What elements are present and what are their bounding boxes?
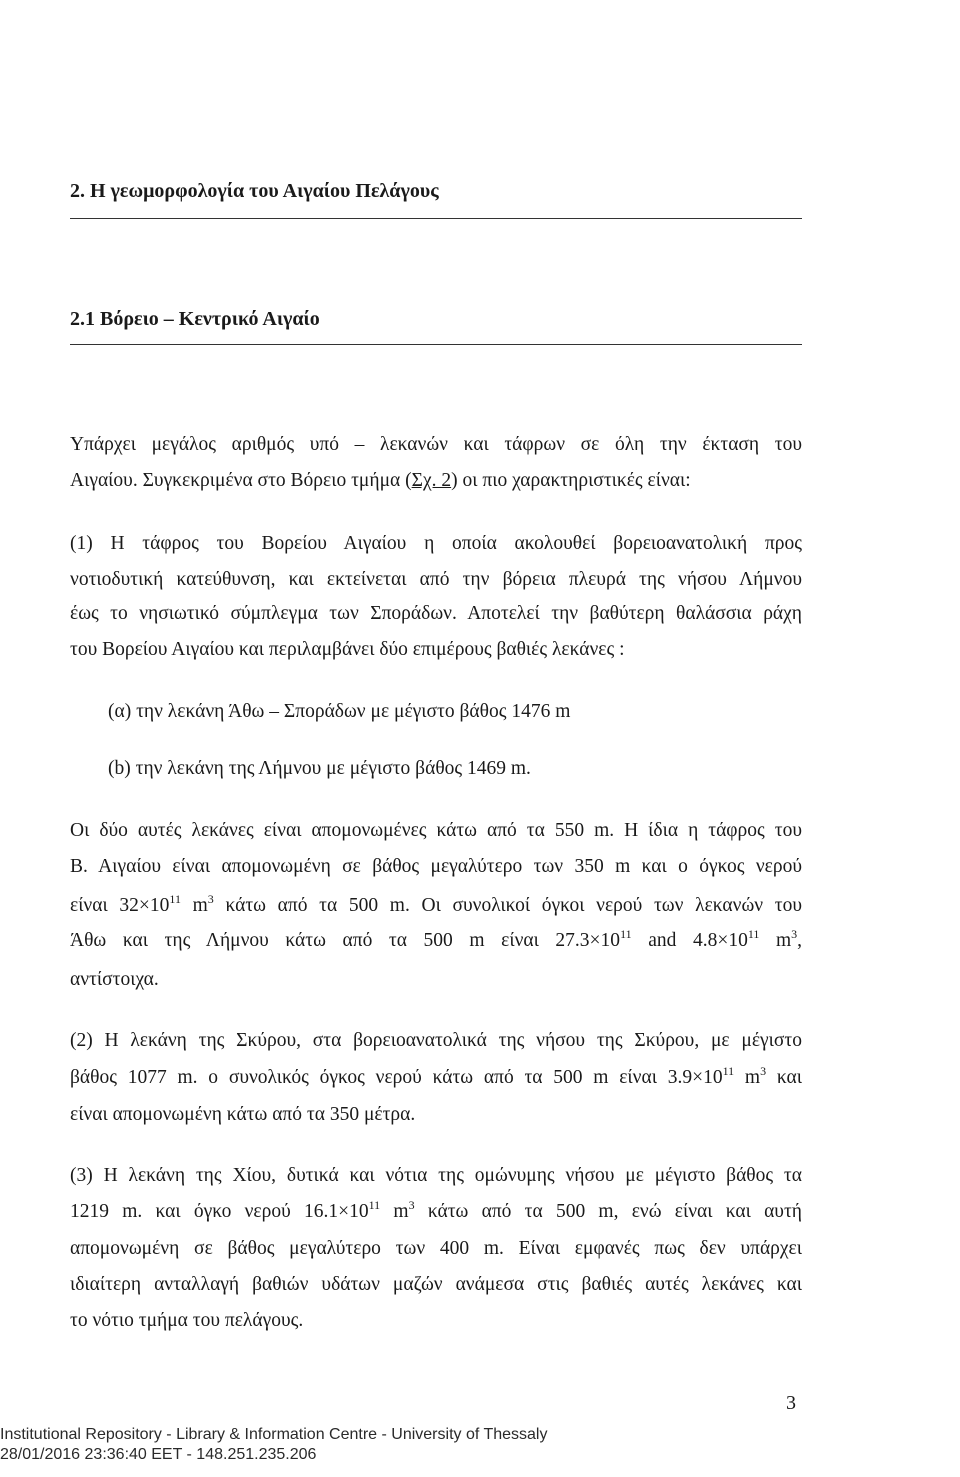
p2-line-3: είναι $32\times 10^{11}$ $m^3$ κάτω από τα 500 m. Οι συνολικοί όγκοι νερού των λεκανών του: [70, 892, 803, 916]
p4-line-2: 1219 m. και όγκο νερού $16.1\times 10^{11}$ $m^3$ κάτω από τα 500 m, ενώ είναι και αυτή: [70, 1198, 802, 1222]
p3-line-2: βάθος 1077 m. ο συνολικός όγκος νερού κάτω από τα 500 m είναι $3.9\times 10^{11}$ $m^3$ και: [70, 1064, 802, 1088]
p4-line-4: ιδιαίτερη ανταλλαγή βαθιών υδάτων μαζών ανάμεσα στις βαθιές αυτές λεκάνες και: [70, 1274, 802, 1295]
p4-line-1: (3) Η λεκάνη της Χίου, δυτικά και νότια της ομώνυμης νήσου με μέγιστο βάθος τα: [70, 1165, 802, 1186]
p1-line-4: του Βορείου Αιγαίου και περιλαμβάνει δύο επιμέρους βαθιές λεκάνες :: [70, 639, 625, 660]
intro-line-1: Υπάρχει μεγάλος αριθμός υπό – λεκανών και τάφρων σε όλη την έκταση του: [70, 434, 802, 455]
footer-repository: Institutional Repository - Library & Information Centre - University of Thessaly: [0, 1426, 548, 1443]
p3-line-1: (2) Η λεκάνη της Σκύρου, στα βορειοανατολικά της νήσου της Σκύρου, με μέγιστο: [70, 1030, 802, 1051]
p3-line-3: είναι απομονωμένη κάτω από τα 350 μέτρα.: [70, 1104, 416, 1125]
section-heading-rule: [70, 344, 802, 345]
p2-line-4: Άθω και της Λήμνου κάτω από τα 500 m είναι $27.3\times 10^{11}$ and $4.8\times 10^{11}$ $m^3$,: [70, 927, 803, 951]
intro-line-2: Αιγαίου. Συγκεκριμένα στο Βόρειο τμήμα (Σχ. 2) οι πιο χαρακτηριστικές είναι:: [70, 470, 691, 491]
p1-line-1: (1) Η τάφρος του Βορείου Αιγαίου η οποία ακολουθεί βορειοανατολική προς: [70, 533, 802, 554]
chapter-heading: 2. Η γεωμορφολογία του Αιγαίου Πελάγους: [70, 180, 439, 202]
section-heading: 2.1 Βόρειο – Κεντρικό Αιγαίο: [70, 308, 320, 330]
p2-line-2: Β. Αιγαίου είναι απομονωμένη σε βάθος μεγαλύτερο των 350 m και ο όγκος νερού: [70, 856, 802, 877]
item-a: (α) την λεκάνη Άθω – Σποράδων με μέγιστο βάθος 1476 m: [108, 701, 571, 722]
chapter-heading-rule: [70, 218, 802, 219]
figure-reference-link[interactable]: Σχ. 2: [411, 470, 452, 491]
p2-line-1: Οι δύο αυτές λεκάνες είναι απομονωμένες κάτω από τα 550 m. Η ίδια η τάφρος του: [70, 820, 802, 841]
page-number: 3: [786, 1392, 796, 1414]
p4-line-3: απομονωμένη σε βάθος μεγαλύτερο των 400 m. Είναι εμφανές πως δεν υπάρχει: [70, 1238, 802, 1259]
p1-line-2: νοτιοδυτική κατεύθυνση, και εκτείνεται από την βόρεια πλευρά της νήσου Λήμνου: [70, 569, 802, 590]
p2-line-5: αντίστοιχα.: [70, 969, 159, 990]
p4-line-5: το νότιο τμήμα του πελάγους.: [70, 1310, 304, 1331]
footer-timestamp: 28/01/2016 23:36:40 EET - 148.251.235.206: [0, 1446, 317, 1463]
p1-line-3: έως το νησιωτικό σύμπλεγμα των Σποράδων. Αποτελεί την βαθύτερη θαλάσσια ράχη: [70, 603, 802, 624]
item-b: (b) την λεκάνη της Λήμνου με μέγιστο βάθος 1469 m.: [108, 758, 531, 779]
